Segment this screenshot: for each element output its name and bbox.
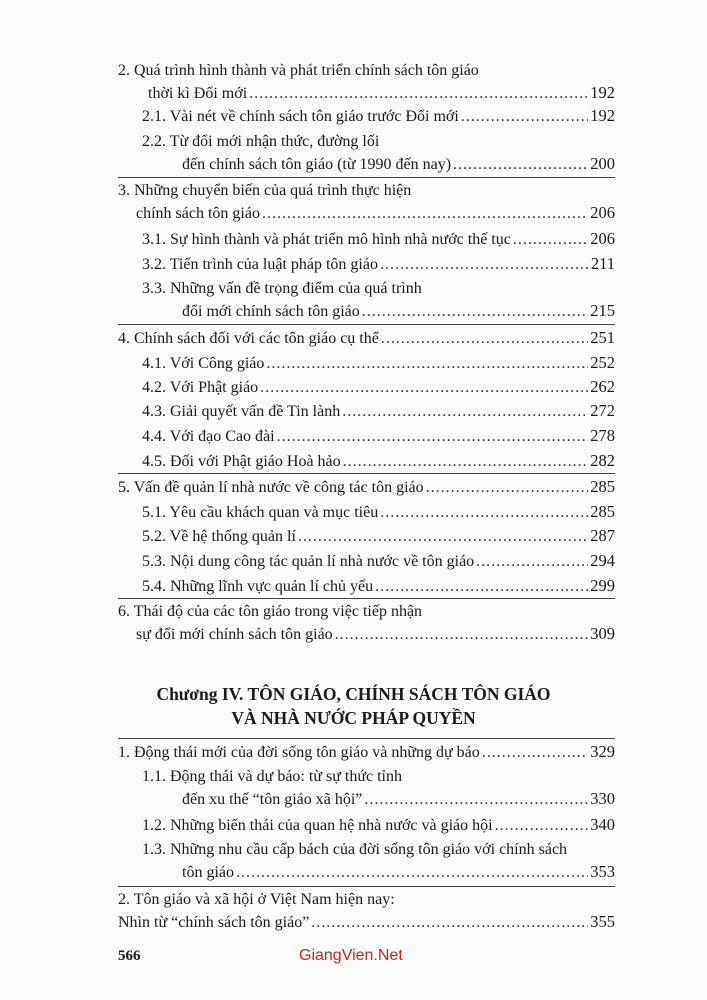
dot-leader [380, 254, 589, 276]
toc-entry[interactable] [142, 400, 615, 423]
separator-line [118, 324, 615, 325]
dot-leader [364, 789, 588, 811]
watermark-site: GiangVien.Net [299, 947, 403, 964]
dot-leader [260, 377, 588, 399]
toc-entry[interactable] [142, 550, 615, 573]
entry-text: 2.1. Vài nét về chính sách tôn giáo trước Đổi mới [142, 108, 459, 125]
page-number: 192 [590, 106, 615, 125]
dot-leader [476, 551, 588, 573]
page-number: 330 [590, 789, 615, 808]
toc-entry[interactable] [142, 253, 615, 276]
entry-text: đến chính sách tôn giáo (từ 1990 đến nay) [182, 156, 452, 173]
toc-entry[interactable] [118, 327, 615, 350]
page-number: 329 [590, 742, 615, 761]
page-number: 211 [590, 254, 615, 273]
dot-leader [426, 477, 589, 499]
toc-entry[interactable] [118, 476, 615, 499]
page-number: 355 [590, 912, 615, 931]
toc-entry[interactable] [142, 501, 615, 524]
toc-entry[interactable] [142, 278, 615, 323]
page-number: 294 [590, 551, 615, 570]
entry-text: 1. Động thái mới của đời sống tôn giáo và những dự báo [118, 744, 480, 761]
chapter-heading-line1: Chương IV. TÔN GIÁO, CHÍNH SÁCH TÔN GIÁO [156, 684, 551, 704]
entry-text: thời kì Đổi mới [148, 85, 248, 102]
page-number: 192 [590, 83, 615, 102]
separator-line [118, 598, 615, 599]
entry-text: 1.3. Những nhu cầu cấp bách của đời sống tôn giáo với chính sách [142, 841, 568, 858]
entry-text: tôn giáo [182, 864, 234, 881]
toc-entry[interactable] [118, 601, 615, 646]
toc-entry[interactable] [142, 450, 615, 473]
toc-entry[interactable] [142, 814, 615, 837]
toc-entry[interactable] [118, 741, 615, 764]
entry-text: 1.1. Động thái và dự báo: từ sự thức tỉnh [142, 768, 402, 785]
entry-text: 3. Những chuyển biến của quá trình thực hiện [118, 182, 412, 199]
dot-leader [236, 862, 588, 884]
dot-leader [495, 815, 589, 837]
separator-line [118, 473, 615, 474]
page-number: 200 [590, 154, 615, 173]
entry-text: đổi mới chính sách tôn giáo [182, 303, 360, 320]
page-number: 285 [590, 477, 615, 496]
page-number: 262 [590, 377, 615, 396]
toc-entry[interactable] [142, 228, 615, 251]
dot-leader [249, 83, 588, 105]
entry-text: sự đổi mới chính sách tôn giáo [136, 626, 333, 643]
separator-line [118, 177, 615, 178]
entry-text: 2. Quá trình hình thành và phát triển chính sách tôn giáo [118, 62, 479, 79]
dot-leader [277, 426, 589, 448]
toc-entry[interactable] [142, 575, 615, 598]
entry-text: 5. Vấn đề quản lí nhà nước về công tác tôn giáo [118, 479, 424, 496]
chapter-heading-line2: VÀ NHÀ NƯỚC PHÁP QUYỀN [231, 708, 476, 728]
entry-text: 2.2. Từ đổi mới nhận thức, đường lối [142, 133, 380, 150]
toc-entry[interactable] [142, 425, 615, 448]
toc-entry[interactable] [142, 352, 615, 375]
entry-text: 4.3. Giải quyết vấn đề Tin lành [142, 403, 341, 420]
entry-text: 4.5. Đối với Phật giáo Hoà hảo [142, 453, 341, 470]
dot-leader [343, 451, 589, 473]
page-number: 353 [590, 862, 615, 881]
entry-text: 3.1. Sự hình thành và phát triển mô hình nhà nước thế tục [142, 231, 511, 248]
dot-leader [380, 502, 588, 524]
dot-leader [311, 912, 588, 934]
entry-text: 2. Tôn giáo và xã hội ở Việt Nam hiện nay: [118, 891, 395, 908]
toc-entry[interactable] [118, 180, 615, 225]
entry-text: 4.4. Với đạo Cao đài [142, 428, 275, 445]
entry-text: 3.2. Tiến trình của luật pháp tôn giáo [142, 256, 378, 273]
dot-leader [342, 401, 588, 423]
entry-text: 4.2. Với Phật giáo [142, 379, 259, 396]
toc-entry[interactable] [142, 766, 615, 811]
dot-leader [482, 742, 588, 764]
separator-line [118, 738, 615, 739]
entry-text: đến xu thế “tôn giáo xã hội” [182, 791, 363, 808]
entry-text: 1.2. Những biến thái của quan hệ nhà nước và giáo hội [142, 817, 493, 834]
page-number: 287 [590, 526, 615, 545]
toc-entry[interactable] [142, 376, 615, 399]
page-number: 285 [590, 502, 615, 521]
dot-leader [453, 154, 588, 176]
page-number: 309 [590, 624, 615, 643]
entry-text: 5.3. Nội dung công tác quản lí nhà nước về tôn giáo [142, 553, 475, 570]
entry-text: chính sách tôn giáo [136, 205, 260, 222]
dot-leader [335, 624, 589, 646]
entry-text: Nhìn từ “chính sách tôn giáo” [118, 914, 310, 931]
toc-entry[interactable] [142, 105, 615, 128]
separator-line [118, 886, 615, 887]
dot-leader [513, 229, 588, 251]
entry-text: 4.1. Với Công giáo [142, 355, 265, 372]
dot-leader [381, 328, 588, 350]
toc-entry[interactable] [118, 889, 615, 934]
dot-leader [461, 106, 588, 128]
page-number: 215 [590, 301, 615, 320]
toc-entry[interactable] [142, 131, 615, 176]
toc-entry[interactable] [142, 839, 615, 884]
entry-text: 4. Chính sách đối với các tôn giáo cụ thể [118, 330, 379, 347]
page-number: 340 [590, 815, 615, 834]
dot-leader [375, 576, 588, 598]
page-number: 251 [590, 328, 615, 347]
page-number: 278 [590, 426, 615, 445]
page-number: 299 [590, 576, 615, 595]
dot-leader [266, 353, 588, 375]
page-number: 252 [590, 353, 615, 372]
page-number: 272 [590, 401, 615, 420]
entry-text: 3.3. Những vấn đề trọng điểm của quá trình [142, 280, 422, 297]
entry-text: 5.4. Những lĩnh vực quản lí chủ yếu [142, 578, 374, 595]
dot-leader [298, 526, 588, 548]
toc-entry[interactable] [142, 525, 615, 548]
page-number: 206 [590, 229, 615, 248]
entry-text: 5.1. Yêu cầu khách quan và mục tiêu [142, 504, 379, 521]
page-number: 206 [590, 203, 615, 222]
page-number: 282 [590, 451, 615, 470]
dot-leader [362, 301, 588, 323]
entry-text: 6. Thái độ của các tôn giáo trong việc tiếp nhận [118, 603, 423, 620]
dot-leader [262, 203, 588, 225]
page-number-footer: 566 [118, 948, 141, 964]
toc-entry[interactable] [118, 60, 615, 105]
entry-text: 5.2. Về hệ thống quản lí [142, 528, 296, 545]
